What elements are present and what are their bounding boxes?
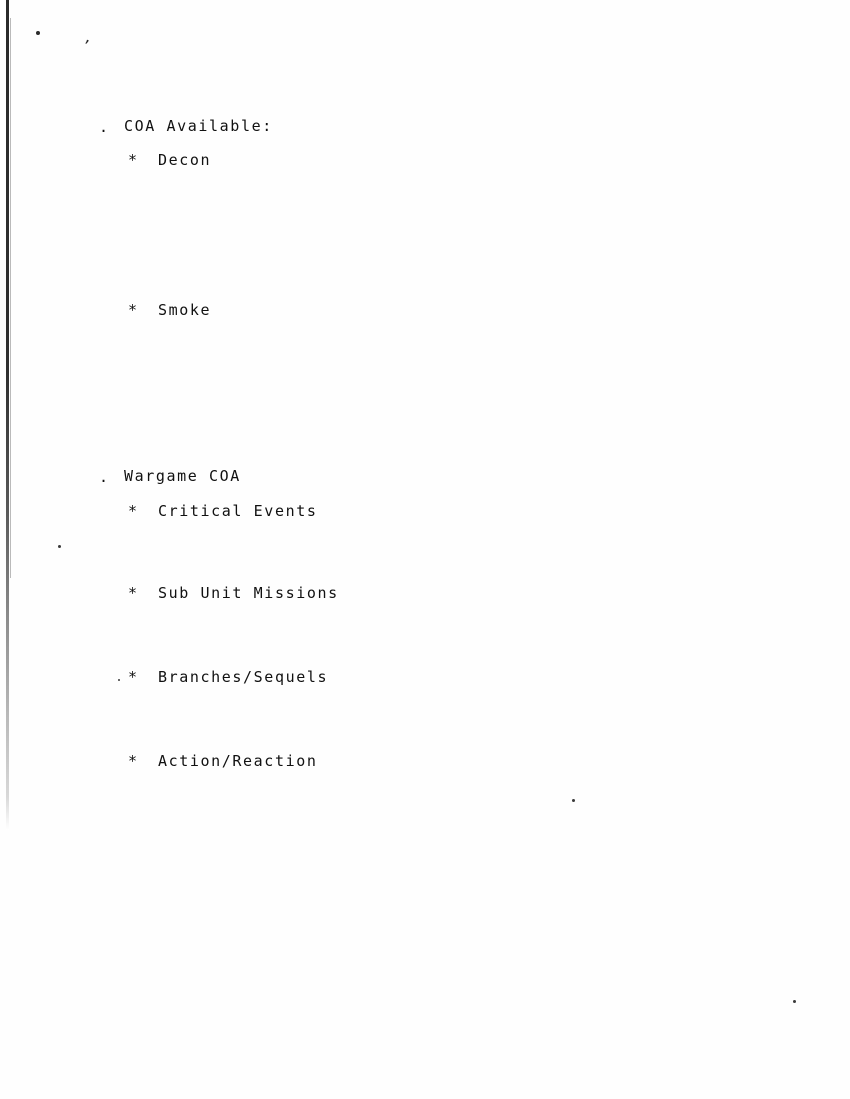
section-heading: COA Available: (124, 117, 273, 135)
section-bullet: . (99, 118, 109, 136)
list-item: Branches/Sequels (158, 668, 329, 686)
item-marker: * (128, 301, 138, 319)
section-heading: Wargame COA (124, 467, 241, 485)
item-marker: * (128, 584, 138, 602)
list-item: Smoke (158, 301, 212, 319)
item-marker: * (128, 752, 138, 770)
item-marker: * (128, 151, 138, 169)
list-item: Decon (158, 151, 212, 169)
list-item: Action/Reaction (158, 752, 318, 770)
list-item: Sub Unit Missions (158, 584, 339, 602)
item-marker: * (128, 502, 138, 520)
stray-comma-mark: , (82, 29, 95, 47)
section-bullet: . (99, 468, 109, 486)
list-item: Critical Events (158, 502, 318, 520)
item-marker: * (128, 668, 138, 686)
